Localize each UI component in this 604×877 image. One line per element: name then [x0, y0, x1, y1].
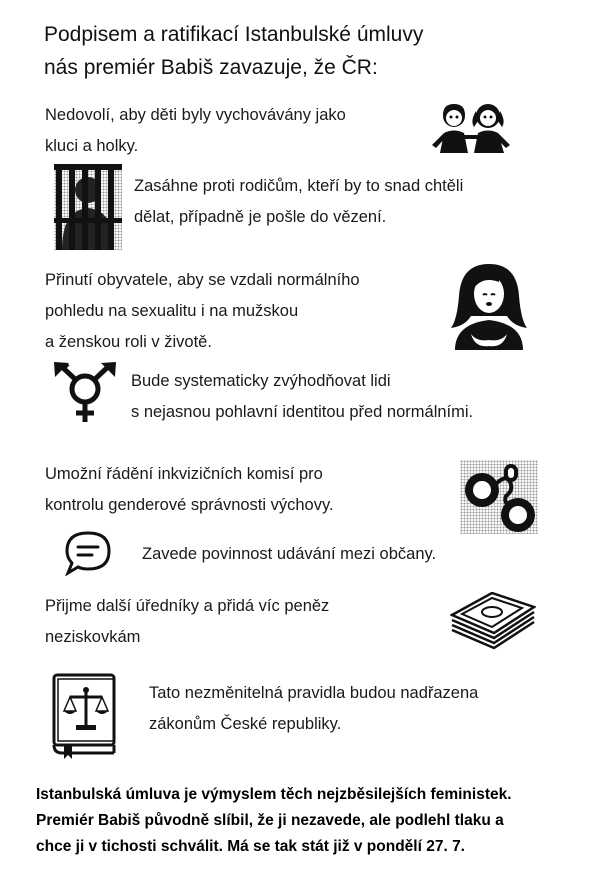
- item-speech: [142, 539, 436, 570]
- item-line: Přijme další úředníky a přidá víc peněz: [45, 597, 330, 615]
- item-line: kontrolu genderové správnosti výchovy.: [45, 496, 334, 514]
- transgender-symbol-icon: [52, 360, 118, 426]
- item-line: pohledu na sexualitu i na mužskou: [45, 302, 299, 320]
- item-line: Přinutí obyvatele, aby se vzdali normálního: [45, 271, 360, 289]
- item-line: Bude systematicky zvýhodňovat lidi: [131, 372, 391, 390]
- item-line: kluci a holky.: [45, 137, 139, 155]
- footer-statement: [36, 782, 596, 860]
- handcuffs-icon: [460, 460, 538, 534]
- heading: [44, 18, 524, 84]
- heading-line-1: Podpisem a ratifikací Istanbulské úmluvy: [44, 23, 424, 46]
- item-money: [45, 591, 329, 653]
- speech-bubble-icon: [64, 530, 112, 576]
- item-line: Nedovolí, aby děti byly vychovávány jako: [45, 106, 346, 124]
- item-line: Umožní řádění inkvizičních komisí pro: [45, 465, 323, 483]
- item-line: s nejasnou pohlavní identitou před normálními.: [131, 403, 474, 421]
- prisoner-icon: [54, 164, 122, 250]
- item-line: Zasáhne proti rodičům, kteří by to snad chtěli: [134, 177, 464, 195]
- item-line: zákonům České republiky.: [149, 715, 342, 733]
- money-stack-icon: [450, 592, 536, 652]
- item-law: [149, 678, 478, 740]
- woman-icon: [447, 262, 531, 350]
- item-handcuffs: [45, 459, 334, 521]
- footer-line-2: Premiér Babiš původně slíbil, že ji nezavede, ale podlehl tlaku a: [36, 812, 504, 829]
- item-line: a ženskou roli v životě.: [45, 333, 212, 351]
- footer-line-1: Istanbulská úmluva je výmyslem těch nejzběsilejších feministek.: [36, 786, 512, 803]
- item-transgender: [131, 366, 473, 428]
- item-line: Zavede povinnost udávání mezi občany.: [142, 545, 437, 563]
- footer-line-3: chce ji v tichosti schválit. Má se tak stát již v pondělí 27. 7.: [36, 838, 465, 855]
- heading-line-2: nás premiér Babiš zavazuje, že ČR:: [44, 56, 378, 79]
- item-line: dělat, případně je pošle do vězení.: [134, 208, 387, 226]
- children-icon: [430, 101, 514, 155]
- law-book-icon: [52, 673, 120, 759]
- item-prisoner: [134, 171, 463, 233]
- item-children: [45, 100, 346, 162]
- item-line: Tato nezměnitelná pravidla budou nadřazena: [149, 684, 479, 702]
- item-woman: [45, 265, 360, 358]
- item-line: neziskovkám: [45, 628, 141, 646]
